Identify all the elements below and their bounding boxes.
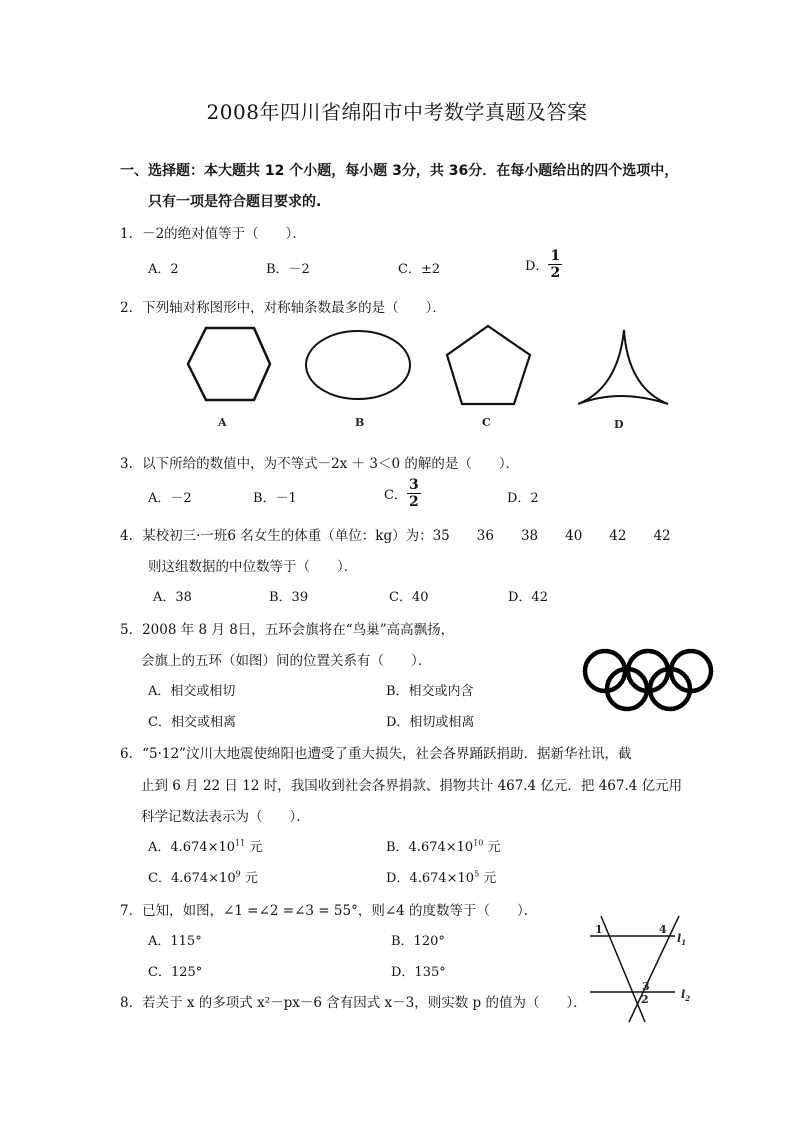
q7-stem: 7．已知，如图，∠1 =∠2 =∠3 = 55°，则∠4 的度数等于（ ）．: [120, 903, 538, 919]
q3-option-c: C． $\frac{3}{2}$: [384, 477, 419, 510]
q2-stem: 2．下列轴对称图形中，对称轴条数最多的是（ ）．: [120, 300, 446, 316]
q1-stem: 1．－2的绝对值等于（ ）．: [120, 226, 306, 242]
q3-fraction: $\frac{3}{2}$: [408, 477, 419, 510]
q4-stem2: 则这组数据的中位数等于（ ）．: [148, 559, 358, 575]
hexagon-figure: [188, 328, 270, 400]
curved-triangle-figure: [578, 330, 668, 404]
q2-label-a: A: [218, 416, 227, 429]
q7-option-c: C．125°: [148, 965, 203, 980]
q2-label-d: D: [614, 418, 624, 431]
angle-lines-figure: [585, 914, 695, 1024]
q1-fraction: $\frac{1}{2}$: [550, 248, 561, 281]
section-heading-line1: 一、选择题：本大题共 12 个小题，每小题 3分，共 36分．在每小题给出的四个选项中，: [120, 163, 679, 179]
q1-option-d: D． $\frac{1}{2}$: [525, 248, 561, 281]
q1-option-c: C．±2: [398, 262, 441, 277]
q7-option-b: B．120°: [391, 934, 445, 949]
q5-option-c: C．相交或相离: [148, 715, 236, 730]
q6-option-a: A．$4.674\times 10^{11}$ 元: [148, 838, 263, 855]
q6-option-c: C．$4.674\times 10^9$ 元: [148, 869, 258, 886]
q6-stem3: 科学记数法表示为（ ）．: [141, 809, 310, 825]
q2-figures: [0, 318, 794, 438]
page-title: 2008年四川省绵阳市中考数学真题及答案: [206, 100, 588, 124]
q5-stem: 5．2008 年 8 月 8日，五环会旗将在“鸟巢”高高飘扬，: [120, 622, 455, 638]
q3-option-a: A．－2: [148, 491, 192, 506]
q5-option-b: B．相交或内含: [386, 684, 474, 699]
q4-option-b: B．39: [269, 590, 309, 605]
q7-option-d: D．135°: [391, 965, 446, 980]
q6-option-d: D．$4.674\times 10^5$ 元: [386, 869, 497, 886]
q4-stem: 4．某校初三·一班6 名女生的体重（单位：kg）为：35 36 38 40 42 42: [120, 528, 671, 544]
q6-option-b: B．$4.674\times 10^{10}$ 元: [386, 838, 501, 855]
svg-text:3: 3: [642, 980, 650, 993]
q1-option-b: B．－2: [266, 262, 310, 277]
q2-label-b: B: [355, 416, 365, 429]
q3-option-b: B．－1: [253, 491, 297, 506]
q6-stem: 6．“5·12”汶川大地震使绵阳也遭受了重大损失，社会各界踊跃捐助．据新华社讯，截: [120, 746, 632, 762]
q4-option-a: A．38: [153, 590, 192, 605]
q4-option-c: C．40: [389, 590, 429, 605]
q3-option-d: D．2: [507, 491, 539, 506]
svg-text:1: 1: [595, 923, 603, 936]
line-l1-label: $l_1$: [677, 932, 687, 947]
q4-option-d: D．42: [508, 590, 548, 605]
q5-option-a: A．相交或相切: [148, 684, 236, 699]
q7-option-a: A．115°: [148, 934, 202, 949]
q3-stem: 3．以下所给的数值中，为不等式－2x ＋ 3＜0 的解的是（ ）．: [120, 456, 520, 472]
olympic-rings-figure: [580, 643, 730, 713]
svg-text:2: 2: [641, 993, 649, 1006]
q6-stem2: 止到 6 月 22 日 12 时，我国收到社会各界捐款、捐物共计 467.4 亿元．把 467.4 亿元用: [141, 778, 683, 794]
line-l2-label: $l_2$: [681, 988, 691, 1003]
pentagon-figure: [447, 326, 530, 404]
q1-option-a: A．2: [148, 262, 179, 277]
section-heading-line2: 只有一项是符合题目要求的.: [148, 194, 322, 210]
q5-option-d: D．相切或相离: [386, 715, 475, 730]
q2-label-c: C: [482, 416, 491, 429]
q5-stem2: 会旗上的五环（如图）间的位置关系有（ ）．: [141, 653, 432, 669]
ellipse-figure: [306, 331, 410, 399]
svg-text:4: 4: [659, 923, 667, 936]
q8-stem: 8．若关于 x 的多项式 x²－px－6 含有因式 x－3，则实数 p 的值为（ ）．: [120, 995, 587, 1011]
